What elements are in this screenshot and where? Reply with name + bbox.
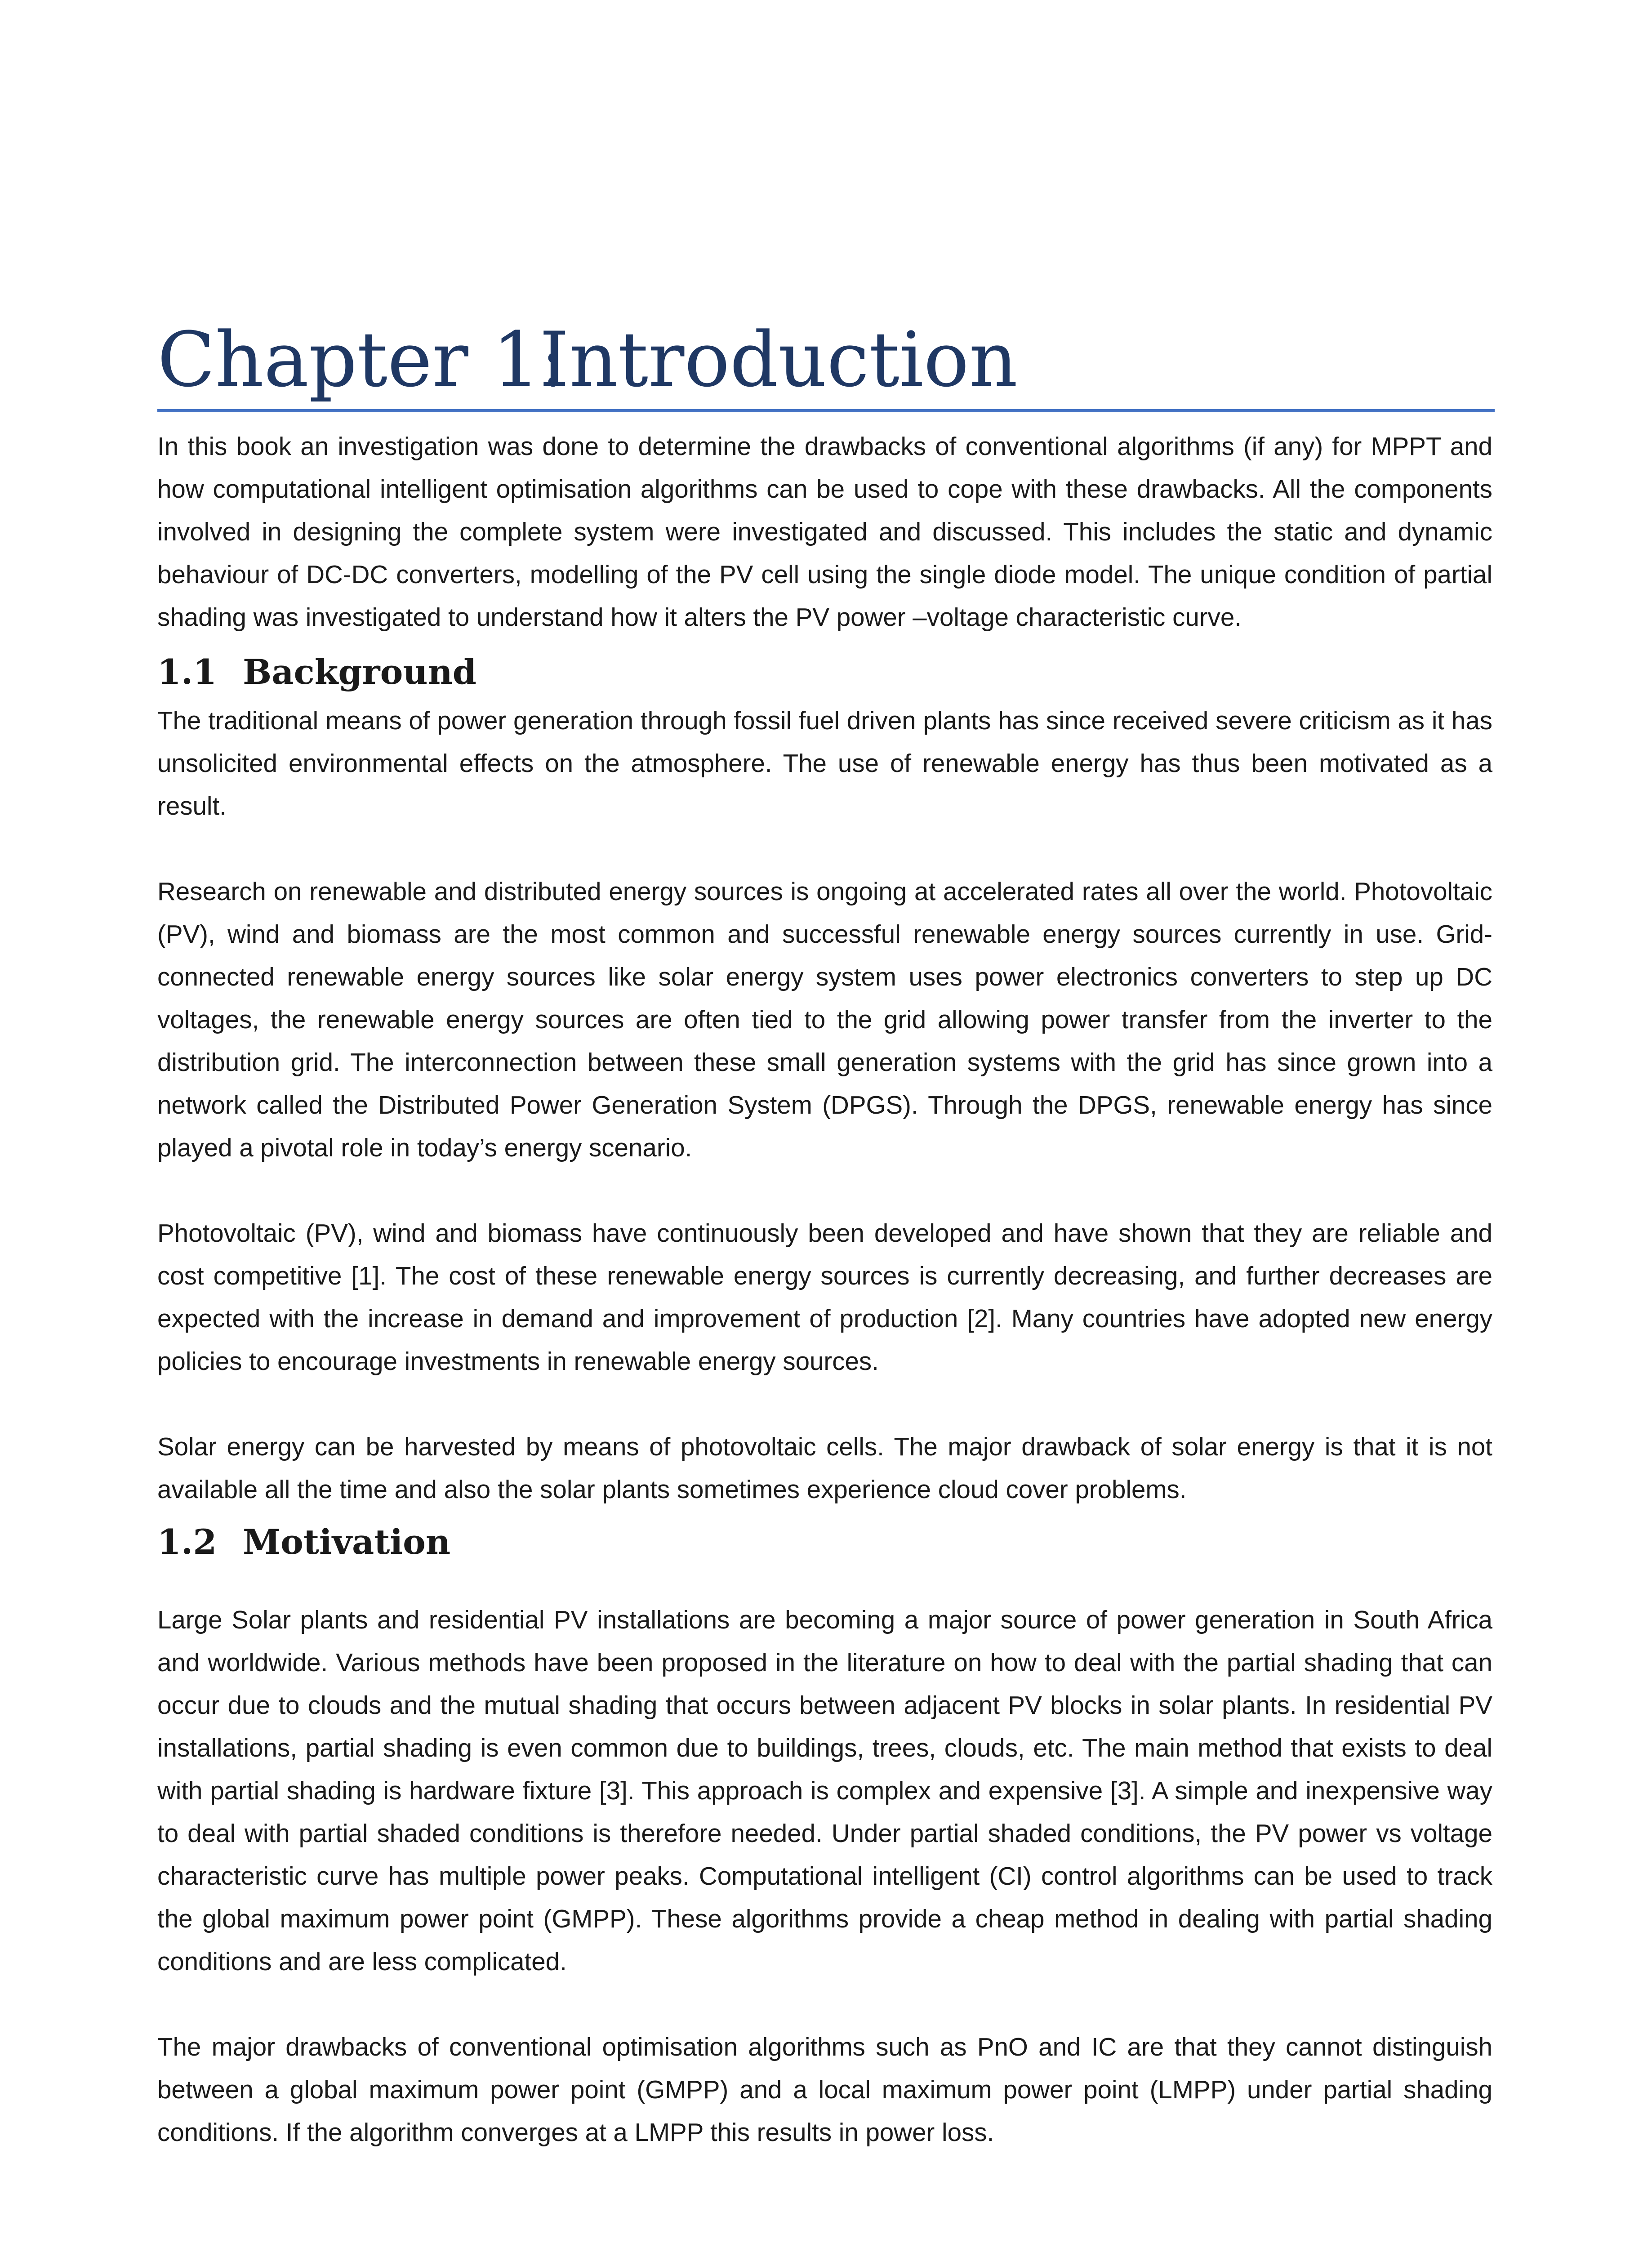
background-paragraph-3: Photovoltaic (PV), wind and biomass have continuously been developed and have shown that they are reliable and cost competitive [1]. The cost of these renewable energy sources is currently decreasing, and further decreases are expected with the increase in demand and improvement of production [2]. Many countries have adopted new energy policies to encourage investments in renewable energy sources. [157, 1219, 1492, 1375]
chapter-title-rule [157, 409, 1495, 412]
chapter-title-text: Introduction [539, 316, 1018, 404]
background-paragraph-2: Research on renewable and distributed energy sources is ongoing at accelerated rates all over the world. Photovoltaic (PV), wind and biomass are the most common and successful renewable energy sources currently in use. Grid-connected renewable energy sources like solar energy system uses power electronics converters to step up DC voltages, the renewable energy sources are often tied to the grid allowing power transfer from the inverter to the distribution grid. The interconnection between these small generation systems with the grid has since grown into a network called the Distributed Power Generation System (DPGS). Through the DPGS, renewable energy has since played a pivotal role in today’s energy scenario. [157, 877, 1492, 1162]
section-number: 1.1 [157, 652, 217, 692]
section-heading-motivation [157, 1513, 1492, 1571]
motivation-paragraph-2: The major drawbacks of conventional optimisation algorithms such as PnO and IC are that they cannot distinguish between a global maximum power point (GMPP) and a local maximum power point (LMPP) under partial shading conditions. If the algorithm converges at a LMPP this results in power loss. [157, 2033, 1492, 2146]
section-number: 1.2 [157, 1522, 217, 1562]
background-paragraph-4: Solar energy can be harvested by means of photovoltaic cells. The major drawback of solar energy is that it is not available all the time and also the solar plants sometimes experience cloud cover problems. [157, 1432, 1492, 1503]
section-heading-background [157, 645, 1492, 699]
paragraph-spacer [157, 1383, 1492, 1425]
motivation-paragraph-1: Large Solar plants and residential PV installations are becoming a major source of power generation in South Africa and worldwide. Various methods have been proposed in the literature on how to deal with the partial shading that can occur due to clouds and the mutual shading that occurs between adjacent PV blocks in solar plants. In residential PV installations, partial shading is even common due to buildings, trees, clouds, etc. The main method that exists to deal with partial shading is hardware fixture [3]. This approach is complex and expensive [3]. A simple and inexpensive way to deal with partial shaded conditions is therefore needed. Under partial shaded conditions, the PV power vs voltage characteristic curve has multiple power peaks. Computational intelligent (CI) control algorithms can be used to track the global maximum power point (GMPP). These algorithms provide a cheap method in dealing with partial shading conditions and are less complicated. [157, 1606, 1492, 1976]
chapter-number: Chapter 1: [157, 316, 566, 404]
paragraph-spacer [157, 827, 1492, 870]
background-paragraph-1: The traditional means of power generation through fossil fuel driven plants has since received severe criticism as it has unsolicited environmental effects on the atmosphere. The use of renewable energy has thus been motivated as a result. [157, 706, 1492, 820]
section-title: Background [243, 652, 476, 692]
chapter-title [157, 310, 1495, 409]
page-body [157, 423, 1492, 2154]
intro-paragraph: In this book an investigation was done to determine the drawbacks of conventional algorithms (if any) for MPPT and how computational intelligent optimisation algorithms can be used to cope with these drawbacks. All the components involved in designing the complete system were investigated and discussed. This includes the static and dynamic behaviour of DC-DC converters, modelling of the PV cell using the single diode model. The unique condition of partial shading was investigated to understand how it alters the PV power –voltage characteristic curve. [157, 432, 1492, 631]
paragraph-spacer [157, 1983, 1492, 2025]
section-title: Motivation [243, 1522, 451, 1562]
paragraph-spacer [157, 1169, 1492, 1212]
